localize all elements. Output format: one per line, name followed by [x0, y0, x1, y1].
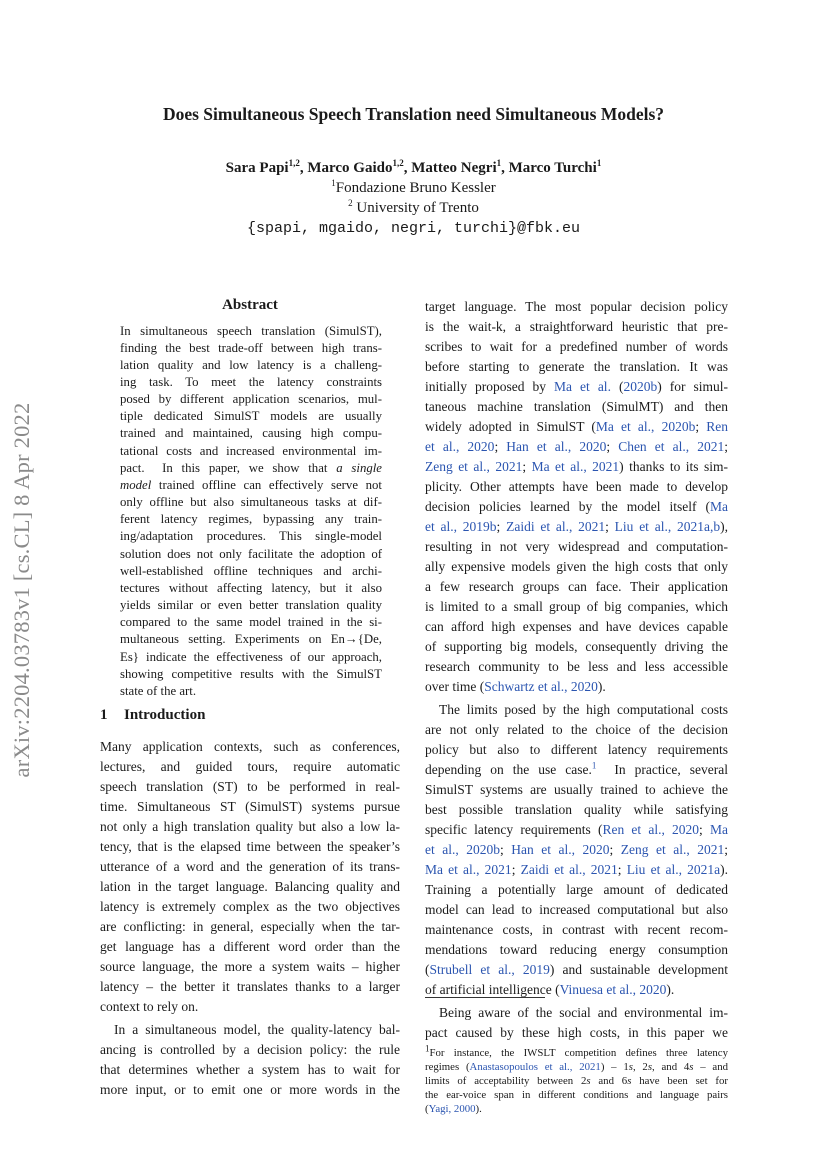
- body-line: In a simultaneous model, the quality-latency bal-: [114, 1022, 400, 1037]
- author-name: Marco Gaido: [307, 160, 393, 176]
- author-list: Sara Papi$^{1,2}$, Marco Gaido$^{1,2}$, Matteo Negri$^1$, Marco Turchi$^1$: [225, 158, 602, 176]
- citation-link[interactable]: Ma et al., 2021: [425, 862, 512, 877]
- abstract-line: In simultaneous speech translation (SimulST),: [120, 324, 382, 338]
- body-line: can afford high expenses and have devices capable: [425, 619, 728, 634]
- body-line: pact caused by these high costs, in this paper we: [425, 1025, 728, 1040]
- body-line: mendations toward reducing energy consumption: [425, 942, 728, 957]
- body-line: (Strubell et al., 2019) and sustainable development: [425, 962, 728, 977]
- body-line: over time (Schwartz et al., 2020).: [425, 679, 606, 694]
- citation-link[interactable]: Anastasopoulos et al., 2021: [469, 1061, 601, 1073]
- body-line: time. Simultaneous ST (SimulST) systems pursue: [100, 799, 400, 814]
- footnote-marker[interactable]: 1: [591, 760, 597, 771]
- paper-title: Does Simultaneous Speech Translation need Simultaneous Models?: [162, 104, 665, 124]
- body-line: ancing is controlled by a decision policy: the rule: [100, 1042, 400, 1057]
- abstract-line: compared to the same model trained in the si-: [120, 615, 382, 629]
- body-line: plicity. Other attempts have been made to develop: [425, 479, 728, 494]
- citation-link[interactable]: Liu et al., 2021a: [626, 862, 721, 877]
- body-line: depending on the use case.$^1$ In practice, several: [425, 760, 729, 777]
- body-line: The limits posed by the high computational costs: [439, 702, 728, 717]
- abstract-line: tational costs and increased environmental im-: [120, 444, 382, 458]
- abstract-line: pact. In this paper, we show that a single: [120, 461, 382, 475]
- affiliation-1-name: Fondazione Bruno Kessler: [335, 180, 496, 196]
- body-line: taneous machine translation (SimulMT) and then: [425, 399, 728, 414]
- citation-link[interactable]: Han et al., 2020: [511, 842, 610, 857]
- author-affiliation-mark: 1: [596, 158, 602, 168]
- footnote-line: $^1$For instance, the IWSLT competition defines three latency: [425, 1043, 728, 1059]
- body-line: latency – the better it translates thanks to a larger: [100, 979, 400, 994]
- citation-link[interactable]: Ma et al., 2021: [531, 459, 620, 474]
- affiliation-2-name: University of Trento: [356, 200, 479, 216]
- body-line: are conflicting: in general, especially when the tar-: [100, 919, 400, 934]
- body-line: best possible translation quality while satisfying: [425, 802, 728, 817]
- body-line: is the wait-k, a straightforward heuristic that pre-: [425, 319, 728, 334]
- author-affiliation-mark: 1,2: [392, 158, 404, 168]
- body-line: target language. The most popular decision policy: [425, 299, 728, 314]
- body-line: et al., 2020; Han et al., 2020; Chen et al., 2021;: [425, 439, 728, 454]
- body-line: ally expensive models given the high costs that only: [425, 559, 728, 574]
- citation-link[interactable]: et al., 2019b: [425, 519, 497, 534]
- citation-link[interactable]: Ren et al., 2020: [602, 822, 700, 837]
- abstract-line: model trained offline can effectively serve not: [120, 478, 382, 492]
- body-line: are not only related to the choice of the decision: [425, 722, 728, 737]
- arxiv-stamp: [2, 300, 42, 880]
- body-line: scribes to wait for a predefined number of words: [425, 339, 728, 354]
- body-line: Many application contexts, such as conferences,: [100, 739, 400, 754]
- citation-link[interactable]: Ma et al., 2020b: [595, 419, 696, 434]
- body-line: more input, or to emit one or more words in the: [100, 1082, 400, 1097]
- author-name: Sara Papi: [225, 160, 289, 176]
- body-line: lectures, and guided tours, require automatic: [100, 759, 400, 774]
- body-line: widely adopted in SimulST (Ma et al., 2020b; Ren: [425, 419, 728, 434]
- body-line: research community to be less and less accessible: [425, 659, 728, 674]
- abstract-line: Es} indicate the effectiveness of our approach,: [120, 650, 382, 664]
- citation-link[interactable]: Ma: [710, 499, 728, 514]
- abstract-line: solution does not only facilitate the adoption of: [120, 547, 382, 561]
- citation-link[interactable]: Zaidi et al., 2021: [506, 519, 606, 534]
- abstract-line: ing task. To meet the latency constraints: [120, 375, 382, 389]
- citation-link[interactable]: Ren: [706, 419, 728, 434]
- footnote-line: the ear-voice span in different conditions and language pairs: [425, 1089, 728, 1101]
- body-line: get language has a different word order than the: [100, 939, 400, 954]
- body-line: not only a high translation quality but also a low la-: [100, 819, 400, 834]
- body-line: SimulST systems are usually trained to achieve the: [425, 782, 728, 797]
- body-line: Being aware of the social and environmental im-: [439, 1005, 728, 1020]
- body-line: Zeng et al., 2021; Ma et al., 2021) thanks to its sim-: [425, 459, 728, 474]
- abstract-line: lation quality and low latency is a challeng-: [120, 358, 382, 372]
- body-line: is limited to a small group of big companies, which: [425, 599, 728, 614]
- section-heading: [100, 707, 205, 724]
- body-line: that determines whether a system has to wait for: [100, 1062, 400, 1077]
- abstract-line: tiple dedicated SimulST models are usually: [120, 409, 382, 423]
- citation-link[interactable]: et al., 2020b: [425, 842, 500, 857]
- body-line: et al., 2019b; Zaidi et al., 2021; Liu et al., 2021a,b),: [425, 519, 728, 534]
- abstract-line: ing/adaptation procedures. This single-model: [120, 529, 382, 543]
- body-line: model can lead to increased computational but also: [425, 902, 728, 917]
- footnote-divider: [425, 997, 545, 998]
- body-line: et al., 2020b; Han et al., 2020; Zeng et al., 2021;: [425, 842, 728, 857]
- author-affiliation-mark: 1,2: [288, 158, 300, 168]
- abstract-line: posed by different application scenarios, mul-: [120, 392, 382, 406]
- section-title: Introduction: [124, 707, 206, 723]
- citation-link[interactable]: Zeng et al., 2021: [620, 842, 725, 857]
- section-number: 1: [100, 707, 108, 723]
- abstract-line: finding the best trade-off between high trans-: [120, 341, 382, 355]
- citation-link[interactable]: 2020b: [623, 379, 658, 394]
- citation-link[interactable]: Strubell et al., 2019: [429, 962, 550, 977]
- body-line: decision policies learned by the model itself (Ma: [425, 499, 728, 514]
- footnote-line: regimes (Anastasopoulos et al., 2021) – 1s, 2s, and 4s – and: [425, 1061, 728, 1073]
- citation-link[interactable]: Ma: [710, 822, 728, 837]
- body-line: tency, that is the elapsed time between the speaker’s: [100, 839, 400, 854]
- abstract-line: only offline but also simultaneous tasks at dif-: [120, 495, 382, 509]
- citation-link[interactable]: Liu et al., 2021a,b: [614, 519, 721, 534]
- body-line: policy but also to different latency requirements: [425, 742, 728, 757]
- citation-link[interactable]: Ma et al.: [554, 379, 611, 394]
- body-line: speech translation (ST) to be performed in real-: [100, 779, 400, 794]
- citation-link[interactable]: Han et al., 2020: [506, 439, 607, 454]
- affiliation-2: $^2$ University of Trento: [348, 198, 479, 216]
- body-line: utterance of a word and the generation of its trans-: [100, 859, 400, 874]
- body-line: context to rely on.: [100, 999, 199, 1014]
- abstract-line: state of the art.: [120, 684, 197, 698]
- body-line: before starting to generate the translation. It was: [425, 359, 728, 374]
- citation-link[interactable]: Yagi, 2000: [428, 1103, 476, 1115]
- abstract-line: showing competitive results with the SimulST: [120, 667, 382, 681]
- body-line: Training a potentially large amount of dedicated: [425, 882, 728, 897]
- author-email: {spapi, mgaido, negri, turchi}@fbk.eu: [246, 220, 581, 237]
- body-line: initially proposed by Ma et al. (2020b) for simul-: [425, 379, 728, 394]
- footnote-line: limits of acceptability between 2s and 6s have been set for: [425, 1075, 728, 1087]
- abstract-line: well-established offline techniques and archi-: [120, 564, 382, 578]
- body-line: resulting in not very widespread and computation-: [425, 539, 728, 554]
- abstract-line: multaneous setting. Experiments on En→{De,: [120, 632, 382, 646]
- arxiv-identifier: arXiv:2204.03783v1 [cs.CL] 8 Apr 2022: [9, 402, 34, 778]
- body-line: lation in the target language. Balancing quality and: [100, 879, 400, 894]
- abstract-line: trained and maintained, causing high compu-: [120, 426, 382, 440]
- footnote-line: (Yagi, 2000).: [425, 1103, 482, 1115]
- author-name: Matteo Negri: [411, 160, 497, 176]
- abstract-line: tectures without affecting latency, but it also: [120, 581, 382, 595]
- abstract-line: yields similar or even better translation quality: [120, 598, 382, 612]
- body-line: source language, the more a system waits – higher: [100, 959, 400, 974]
- abstract-line: ferent latency regimes, bypassing any train-: [120, 512, 382, 526]
- author-affiliation-mark: 1: [496, 158, 502, 168]
- citation-link[interactable]: Zeng et al., 2021: [425, 459, 523, 474]
- citation-link[interactable]: Zaidi et al., 2021: [520, 862, 618, 877]
- citation-link[interactable]: Schwartz et al., 2020: [484, 679, 598, 694]
- citation-link[interactable]: Vinuesa et al., 2020: [559, 982, 667, 997]
- body-line: maintenance costs, in contrast with recent recom-: [425, 922, 728, 937]
- citation-link[interactable]: Chen et al., 2021: [618, 439, 725, 454]
- abstract-heading: Abstract: [222, 297, 278, 313]
- body-line: specific latency requirements (Ren et al., 2020; Ma: [425, 822, 728, 837]
- body-line: a few research groups can face. Their application: [425, 579, 728, 594]
- body-line: latency is extremely complex as the two objectives: [100, 899, 400, 914]
- author-name: Marco Turchi: [508, 160, 597, 176]
- body-line: of supporting big models, consequently driving the: [425, 639, 728, 654]
- citation-link[interactable]: et al., 2020: [425, 439, 495, 454]
- body-line: Ma et al., 2021; Zaidi et al., 2021; Liu et al., 2021a).: [425, 862, 728, 877]
- body-line: of artificial intelligence (Vinuesa et al., 2020).: [425, 982, 675, 997]
- affiliation-1: $^1$Fondazione Bruno Kessler: [331, 178, 496, 196]
